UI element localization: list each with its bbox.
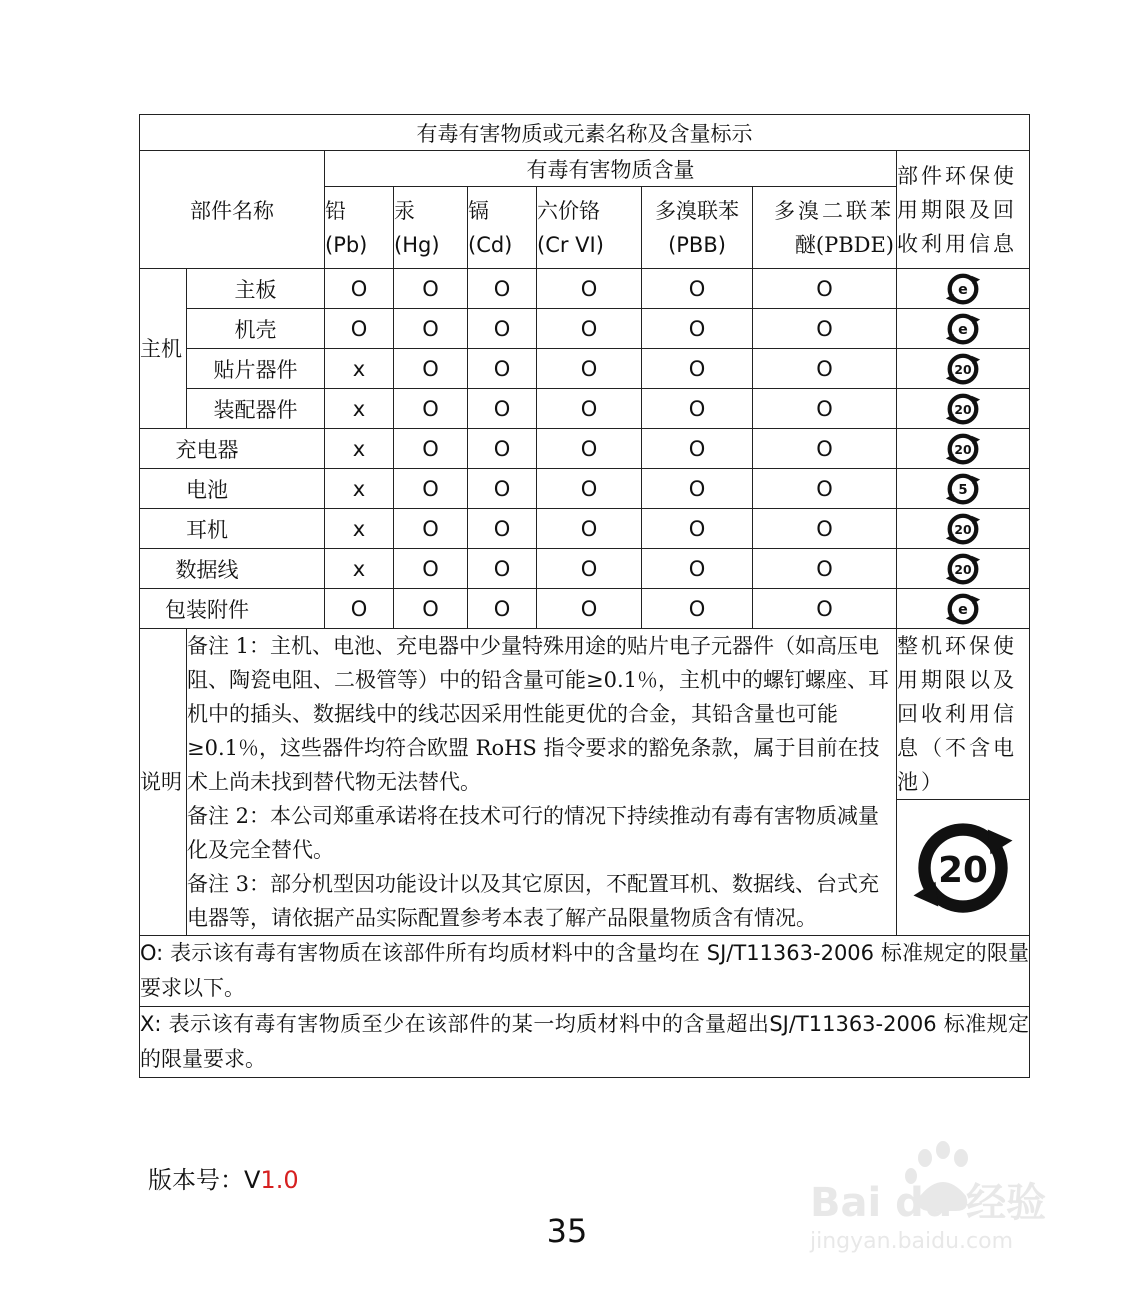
substance-value: x [325, 429, 394, 469]
substance-value: O [468, 269, 537, 309]
part-name: 充电器 [140, 429, 325, 469]
substance-value: O [468, 589, 537, 629]
substance-value: O [394, 269, 468, 309]
svg-text:e: e [958, 281, 968, 298]
substance-value: O [753, 389, 897, 429]
table-row [140, 309, 1030, 349]
substance-header [642, 187, 753, 269]
substance-value: O [468, 549, 537, 589]
substance-value: O [753, 589, 897, 629]
table-row [140, 389, 1030, 429]
part-name-header: 部件名称 [140, 151, 325, 269]
substance-value: x [325, 349, 394, 389]
substance-value: O [753, 309, 897, 349]
substance-value: O [537, 309, 642, 349]
substance-value: O [394, 309, 468, 349]
substance-name: 多溴二联苯 [774, 198, 894, 223]
e-recycle-icon [944, 270, 982, 308]
watermark-url: jingyan.baidu.com [810, 1229, 1014, 1254]
recycle-icon-cell [897, 509, 1030, 549]
notes-cell [187, 629, 897, 936]
recycle-icon-cell [897, 269, 1030, 309]
svg-text:20: 20 [954, 562, 972, 577]
substance-value: O [537, 389, 642, 429]
host-group-label: 主机 [140, 269, 187, 429]
substance-value: O [537, 269, 642, 309]
substance-value: O [325, 589, 394, 629]
part-name: 耳机 [140, 509, 325, 549]
recycle-icon-cell [897, 469, 1030, 509]
substance-value: O [394, 469, 468, 509]
recycle-icon-cell [897, 349, 1030, 389]
part-name: 电池 [140, 469, 325, 509]
page-number: 35 [546, 1212, 588, 1250]
notes-label: 说明 [140, 629, 187, 936]
whole-period-text: 整机环保使用期限以及回收利用信息（不含电池） [897, 629, 1030, 800]
substance-value: O [468, 469, 537, 509]
substance-symbol: 醚(PBDE) [794, 232, 894, 257]
recycle-icon-cell [897, 429, 1030, 469]
substance-value: O [468, 389, 537, 429]
substance-value: x [325, 509, 394, 549]
20-year-recycle-icon [944, 430, 982, 468]
substance-value: x [325, 389, 394, 429]
20-year-recycle-icon [908, 813, 1018, 923]
substance-symbol: (Pb) [325, 232, 368, 257]
substance-value: O [537, 549, 642, 589]
substance-value: O [753, 509, 897, 549]
e-recycle-icon [944, 310, 982, 348]
substance-name: 多溴联苯 [655, 198, 739, 223]
part-name: 贴片器件 [187, 349, 325, 389]
content-header: 有毒有害物质含量 [325, 151, 897, 187]
substance-value: O [642, 589, 753, 629]
substance-value: O [753, 549, 897, 589]
substance-value: O [642, 549, 753, 589]
substance-value: O [394, 429, 468, 469]
substance-value: O [537, 429, 642, 469]
substance-value: O [537, 469, 642, 509]
substance-header [753, 187, 897, 269]
substance-value: O [325, 269, 394, 309]
version-label: 版本号： [148, 1166, 244, 1194]
version-line [148, 1160, 299, 1195]
table-row [140, 269, 1030, 309]
note-3: 备注 3：部分机型因功能设计以及其它原因，不配置耳机、数据线、台式充电器等，请依据产品实际配置参考本表了解产品限量物质含有情况。 [187, 872, 880, 930]
substance-value: O [394, 549, 468, 589]
substance-value: O [642, 509, 753, 549]
recycle-icon-cell [897, 309, 1030, 349]
substance-symbol: (Cr VI) [537, 232, 604, 257]
substance-value: O [642, 429, 753, 469]
substance-header [468, 187, 537, 269]
watermark-brand: Bai du 经验 [810, 1180, 1047, 1226]
e-recycle-icon [944, 590, 982, 628]
note-2: 备注 2：本公司郑重承诺将在技术可行的情况下持续推动有毒有害物质减量化及完全替代。 [187, 804, 880, 862]
whole-period-icon-cell [897, 800, 1030, 936]
substance-value: O [753, 469, 897, 509]
table-title: 有毒有害物质或元素名称及含量标示 [140, 115, 1030, 151]
substance-value: O [537, 589, 642, 629]
substance-name: 六价铬 [537, 198, 600, 223]
substance-value: O [537, 349, 642, 389]
legend-o: O: 表示该有毒有害物质在该部件所有均质材料中的含量均在 SJ/T11363-2006 标准规定的限量要求以下。 [140, 936, 1030, 1007]
svg-text:e: e [958, 321, 968, 338]
20-year-recycle-icon [944, 510, 982, 548]
substance-value: O [468, 309, 537, 349]
substance-value: O [642, 269, 753, 309]
substance-value: O [468, 509, 537, 549]
svg-text:e: e [958, 601, 968, 618]
substance-symbol: (Cd) [468, 232, 513, 257]
substance-value: O [468, 349, 537, 389]
table-row [140, 429, 1030, 469]
note-1: 备注 1：主机、电池、充电器中少量特殊用途的贴片电子元器件（如高压电阻、陶瓷电阻、二极管等）中的铅含量可能≥0.1％，主机中的螺钉螺座、耳机中的插头、数据线中的线芯因采用性能更优的合金，其铅含量也可能≥0.1％，这些器件均符合欧盟 RoHS 指令要求的豁免条款，属于目前在技术上尚未找到替代物无法替代。 [187, 634, 889, 794]
part-name: 包装附件 [140, 589, 325, 629]
substance-name: 镉 [468, 198, 489, 223]
part-name: 装配器件 [187, 389, 325, 429]
substance-value: O [394, 349, 468, 389]
substance-value: O [642, 309, 753, 349]
table-row [140, 349, 1030, 389]
20-year-recycle-icon [944, 390, 982, 428]
hazardous-substance-table [139, 114, 1030, 1078]
substance-header [537, 187, 642, 269]
recycle-icon-cell [897, 589, 1030, 629]
substance-symbol: (PBB) [668, 232, 726, 257]
period-header: 部件环保使用期限及回收利用信息 [897, 151, 1030, 269]
svg-text:20: 20 [954, 442, 972, 457]
5-year-recycle-icon [944, 470, 982, 508]
substance-value: O [537, 509, 642, 549]
svg-text:20: 20 [954, 402, 972, 417]
baidu-watermark [805, 1136, 1065, 1256]
substance-value: O [753, 429, 897, 469]
substance-value: O [642, 469, 753, 509]
substance-value: O [753, 269, 897, 309]
substance-symbol: (Hg) [394, 232, 440, 257]
substance-header [325, 187, 394, 269]
legend-x: X: 表示该有毒有害物质至少在该部件的某一均质材料中的含量超出SJ/T11363-2006 标准规定的限量要求。 [140, 1007, 1030, 1078]
substance-value: O [394, 589, 468, 629]
substance-name: 汞 [394, 198, 415, 223]
substance-value: x [325, 549, 394, 589]
table-row [140, 589, 1030, 629]
table-row [140, 549, 1030, 589]
20-year-recycle-icon [944, 550, 982, 588]
part-name: 机壳 [187, 309, 325, 349]
20-year-recycle-icon [944, 350, 982, 388]
substance-value: O [325, 309, 394, 349]
substance-value: O [642, 389, 753, 429]
svg-text:5: 5 [958, 482, 968, 498]
substance-value: O [394, 389, 468, 429]
table-row [140, 469, 1030, 509]
substance-value: O [753, 349, 897, 389]
substance-value: O [394, 509, 468, 549]
substance-value: O [642, 349, 753, 389]
table-row [140, 509, 1030, 549]
substance-header [394, 187, 468, 269]
substance-name: 铅 [325, 198, 346, 223]
part-name: 数据线 [140, 549, 325, 589]
version-number: 1.0 [260, 1166, 299, 1194]
part-name: 主板 [187, 269, 325, 309]
substance-value: O [468, 429, 537, 469]
version-prefix: V [244, 1166, 261, 1194]
substance-value: x [325, 469, 394, 509]
svg-text:20: 20 [938, 849, 988, 891]
recycle-icon-cell [897, 549, 1030, 589]
svg-text:20: 20 [954, 362, 972, 377]
recycle-icon-cell [897, 389, 1030, 429]
svg-text:20: 20 [954, 522, 972, 537]
